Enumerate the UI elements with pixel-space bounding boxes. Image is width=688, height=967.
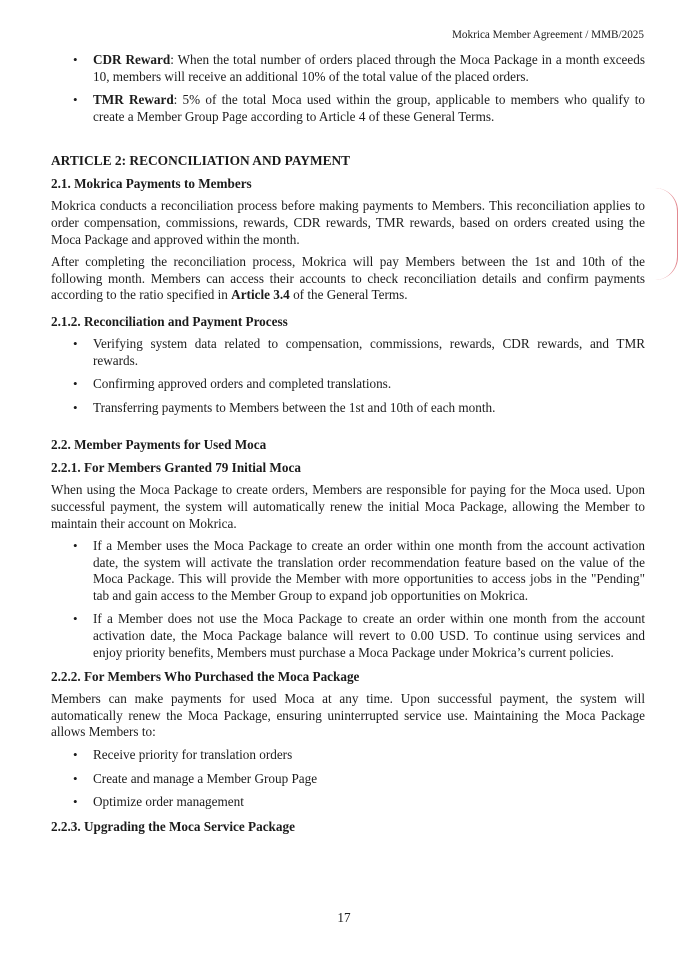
paragraph-2-text-b: of the General Terms. [289, 287, 408, 303]
list-item: • Receive priority for translation orders [51, 747, 645, 764]
section-2-1-heading: 2.1. Mokrica Payments to Members [51, 176, 252, 192]
section-2-2-heading: 2.2. Member Payments for Used Moca [51, 437, 267, 453]
section-2-2-2-paragraph: Members can make payments for used Moca at any time. Upon successful payment, the system will automatically renew the Moca Package, ensuring uninterrupted service use. Maintaining the Moca Package allows Members to: [51, 691, 645, 740]
list-item: • If a Member does not use the Moca Package to create an order within one month from the account activation date, the Moca Package balance will revert to 0.00 USD. To continue using services and enjoy priority benefits, Members must purchase a Moca Package under Mokrica’s current policies. [51, 611, 645, 661]
section-2-1-2-heading: 2.1.2. Reconciliation and Payment Process [51, 313, 288, 329]
list-item: • Confirming approved orders and completed translations. [51, 376, 645, 393]
section-2-2-1-paragraph: When using the Moca Package to create orders, Members are responsible for paying for the Moca used. Upon successful payment, the system will automatically renew the initial Moca Package, allowing the Member to maintain their account on Mokrica. [51, 482, 645, 531]
term-tmr-reward: TMR Reward [93, 92, 174, 108]
list-item: • If a Member uses the Moca Package to create an order within one month from the account activation date, the system will activate the translation order recommendation feature based on the value of the Moca Package. This will provide the Member with more opportunities to access jobs in the "Pending" tab and gain access to the Member Group to expand job opportunities on Mokrica. [51, 538, 645, 604]
section-2-1-paragraph-2 [51, 254, 645, 304]
section-2-2-3-heading: 2.2.3. Upgrading the Moca Service Package [51, 818, 295, 834]
initial-moca-list [51, 538, 645, 661]
section-2-1-paragraph-1: Mokrica conducts a reconciliation process before making payments to Members. This reconciliation applies to order compensation, commissions, rewards, CDR rewards, TMR rewards, based on orders created using the Moca Package and approved within the month. [51, 198, 645, 247]
list-item: • Create and manage a Member Group Page [51, 771, 645, 788]
article-2-heading: ARTICLE 2: RECONCILIATION AND PAYMENT [51, 153, 351, 169]
list-item-tmr-reward [51, 92, 645, 125]
cdr-reward-text: : When the total number of orders placed through the Moca Package in a month exceeds 10, members will receive an additional 10% of the total value of the placed orders. [93, 52, 645, 84]
running-header: Mokrica Member Agreement / MMB/2025 [451, 29, 644, 41]
article-reference: Article 3.4 [231, 287, 290, 303]
list-item: • Verifying system data related to compensation, commissions, rewards, CDR rewards, and TMR rewards. [51, 336, 645, 369]
seal-stamp-edge [655, 188, 678, 280]
moca-package-benefits-list [51, 747, 645, 811]
list-item: • Transferring payments to Members between the 1st and 10th of each month. [51, 400, 645, 417]
list-item: • Optimize order management [51, 794, 645, 811]
section-2-2-2-heading: 2.2.2. For Members Who Purchased the Moca Package [51, 669, 360, 685]
section-2-2-1-heading: 2.2.1. For Members Granted 79 Initial Moca [51, 460, 301, 476]
page-number: 17 [337, 910, 351, 925]
tmr-reward-text: : 5% of the total Moca used within the group, applicable to members who qualify to create a Member Group Page according to Article 4 of these General Terms. [93, 92, 645, 124]
list-item-cdr-reward [51, 52, 645, 85]
reward-list [51, 52, 645, 125]
paragraph-2-text-a: After completing the reconciliation process, Mokrica will pay Members between the 1st and 10th of the following month. Members can access their accounts to check reconciliation details and confirm payments according to the ratio specified in [51, 254, 645, 303]
reconciliation-steps-list [51, 336, 645, 416]
term-cdr-reward: CDR Reward [93, 52, 171, 67]
